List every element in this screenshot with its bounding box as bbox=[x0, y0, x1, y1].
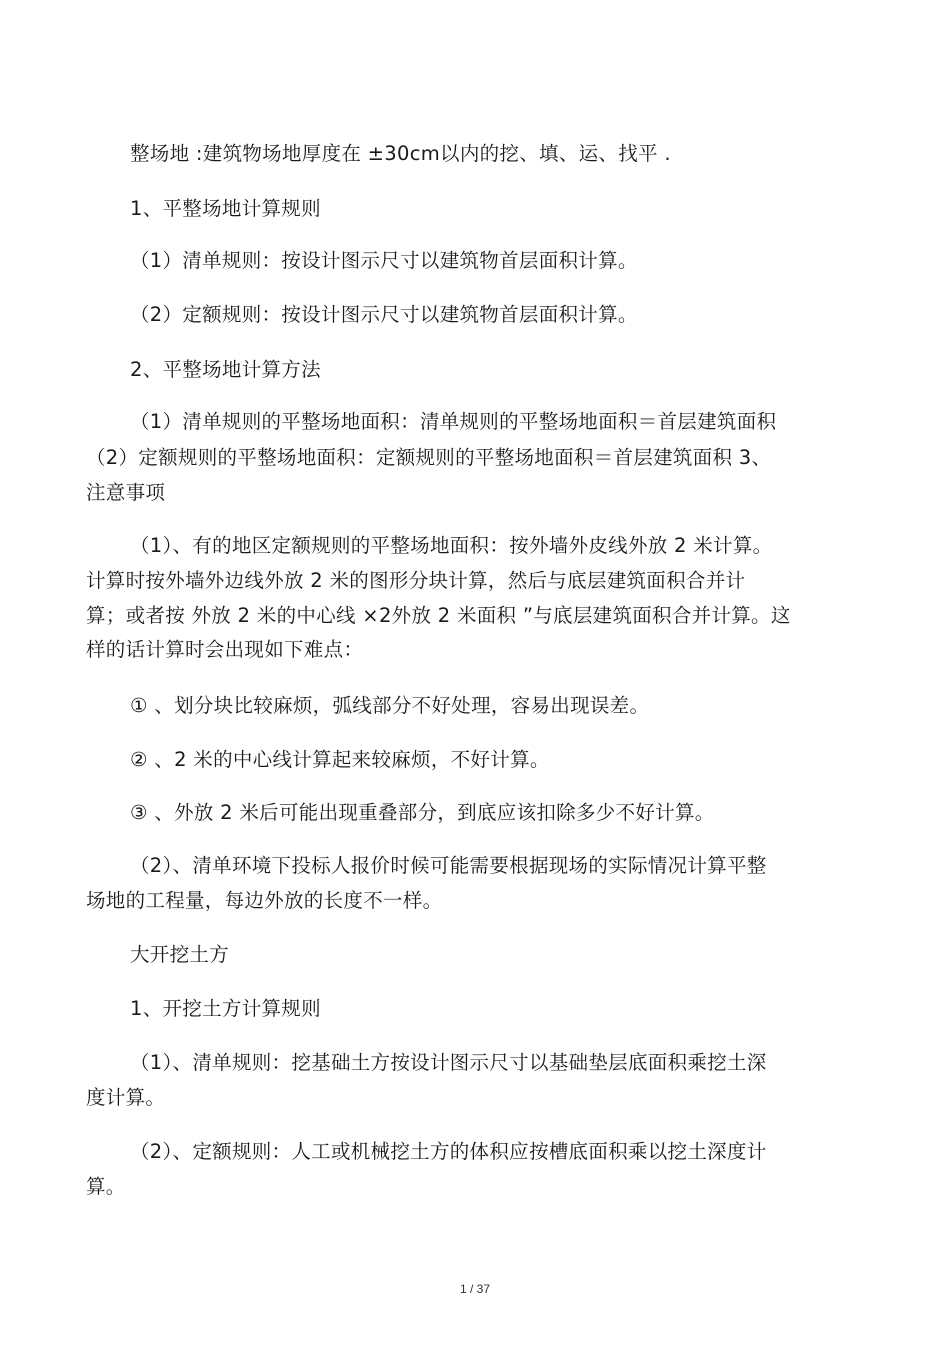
paragraph-site-leveling-definition: 整场地 :建筑物场地厚度在 ±30cm以内的挖、填、运、找平 . bbox=[130, 142, 671, 165]
heading-excavation-rules: 1、开挖土方计算规则 bbox=[130, 997, 321, 1020]
paragraph-quota-method: （2）定额规则的平整场地面积：定额规则的平整场地面积＝首层建筑面积 3、 bbox=[86, 446, 772, 469]
heading-excavation: 大开挖土方 bbox=[130, 943, 230, 966]
paragraph-excavation-quota-line-2: 算。 bbox=[86, 1175, 126, 1198]
paragraph-note-2-line-1: （2）、清单环境下投标人报价时候可能需要根据现场的实际情况计算平整 bbox=[130, 854, 767, 877]
list-item-difficulty-2: ② 、2 米的中心线计算起来较麻烦，不好计算。 bbox=[130, 748, 550, 771]
list-item-difficulty-1: ① 、划分块比较麻烦，弧线部分不好处理，容易出现误差。 bbox=[130, 694, 650, 717]
paragraph-bill-method: （1）清单规则的平整场地面积：清单规则的平整场地面积＝首层建筑面积 bbox=[130, 410, 777, 433]
list-item-difficulty-3: ③ 、外放 2 米后可能出现重叠部分，到底应该扣除多少不好计算。 bbox=[130, 801, 715, 824]
heading-notes: 注意事项 bbox=[86, 481, 166, 504]
heading-leveling-rules: 1、平整场地计算规则 bbox=[130, 197, 321, 220]
paragraph-note-1-line-3: 算；或者按 外放 2 米的中心线 ×2外放 2 米面积 ”与底层建筑面积合并计算。这 bbox=[86, 604, 791, 627]
paragraph-note-1-line-1: （1）、有的地区定额规则的平整场地面积：按外墙外皮线外放 2 米计算。 bbox=[130, 534, 773, 557]
paragraph-quota-rule: （2）定额规则：按设计图示尺寸以建筑物首层面积计算。 bbox=[130, 303, 638, 326]
paragraph-note-1-line-4: 样的话计算时会出现如下难点： bbox=[86, 638, 364, 661]
paragraph-note-2-line-2: 场地的工程量，每边外放的长度不一样。 bbox=[86, 889, 443, 912]
page-number: 1 / 37 bbox=[459, 1282, 491, 1296]
heading-leveling-method: 2、平整场地计算方法 bbox=[130, 358, 321, 381]
paragraph-bill-rule: （1）清单规则：按设计图示尺寸以建筑物首层面积计算。 bbox=[130, 249, 638, 272]
paragraph-note-1-line-2: 计算时按外墙外边线外放 2 米的图形分块计算，然后与底层建筑面积合并计 bbox=[86, 569, 746, 592]
paragraph-excavation-bill-line-2: 度计算。 bbox=[86, 1086, 166, 1109]
paragraph-excavation-bill-line-1: （1）、清单规则：挖基础土方按设计图示尺寸以基础垫层底面积乘挖土深 bbox=[130, 1051, 767, 1074]
paragraph-excavation-quota-line-1: （2）、定额规则：人工或机械挖土方的体积应按槽底面积乘以挖土深度计 bbox=[130, 1140, 767, 1163]
